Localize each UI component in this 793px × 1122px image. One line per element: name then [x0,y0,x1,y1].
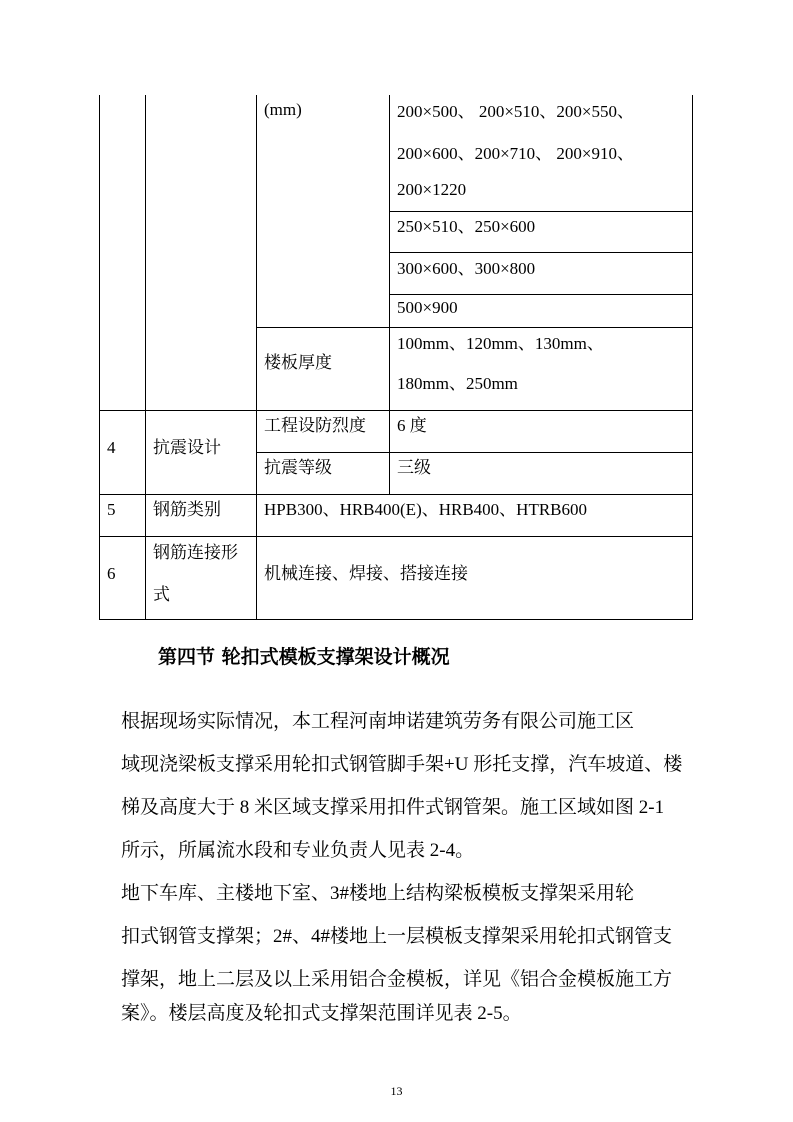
beam-size-value: 200×1220 [397,180,467,199]
row-value: HPB300、HRB400(E)、HRB400、HTRB600 [264,500,588,519]
row-number: 6 [107,564,116,583]
table-row-divider [256,327,693,328]
sub-item-label: 抗震等级 [264,458,332,477]
sub-item-value: 三级 [397,458,431,477]
beam-size-value: 500×900 [397,298,458,317]
beam-size-value: 200×500、 200×510、200×550、 [397,102,635,121]
row-item: 式 [153,585,170,604]
row-number: 4 [107,438,116,457]
sub-item-label: 工程设防烈度 [264,416,366,435]
table-border-left [99,95,100,620]
row-item: 钢筋连接形 [153,543,238,562]
slab-thickness-label: 楼板厚度 [264,353,332,372]
table-border-right [692,95,693,620]
table-row-divider [99,410,693,411]
table-col-divider [389,95,390,495]
table-col-divider [256,95,257,620]
paragraph-line: 扣式钢管支撑架；2#、4#楼地上一层模板支撑架采用轮扣式钢管支 [121,926,673,947]
sub-item-value: 6 度 [397,416,427,435]
paragraph-line: 所示，所属流水段和专业负责人见表 2-4。 [121,840,475,861]
table-row-divider [99,494,693,495]
beam-size-value: 200×600、200×710、 200×910、 [397,144,635,163]
paragraph-line: 案》。楼层高度及轮扣式支撑架范围详见表 2-5。 [121,1003,522,1024]
table-row-divider [256,452,693,453]
section-heading: 第四节 轮扣式模板支撑架设计概况 [158,646,450,668]
beam-size-unit: (mm) [264,100,302,119]
table-row-divider [389,211,693,212]
paragraph-line: 根据现场实际情况，本工程河南坤诺建筑劳务有限公司施工区 [121,711,635,732]
row-item: 钢筋类别 [153,500,221,519]
slab-thickness-value: 180mm、250mm [397,374,518,393]
table-row-divider [389,294,693,295]
paragraph-line: 梯及高度大于 8 米区域支撑采用扣件式钢管架。施工区域如图 2-1 [121,797,665,818]
slab-thickness-value: 100mm、120mm、130mm、 [397,334,604,353]
paragraph-line: 撑架，地上二层及以上采用铝合金模板，详见《铝合金模板施工方 [121,969,673,990]
row-number: 5 [107,500,116,519]
table-row-divider [389,252,693,253]
row-item: 抗震设计 [153,438,221,457]
table-col-divider [145,95,146,620]
beam-size-value: 250×510、250×600 [397,217,536,236]
page-number: 13 [390,1084,403,1098]
paragraph-line: 地下车库、主楼地下室、3#楼地上结构梁板模板支撑架采用轮 [121,883,635,904]
beam-size-value: 300×600、300×800 [397,259,536,278]
paragraph-line: 域现浇梁板支撑采用轮扣式钢管脚手架+U 形托支撑，汽车坡道、楼 [121,754,683,775]
table-border-bottom [99,619,693,620]
row-value: 机械连接、焊接、搭接连接 [264,564,468,583]
table-row-divider [99,536,693,537]
